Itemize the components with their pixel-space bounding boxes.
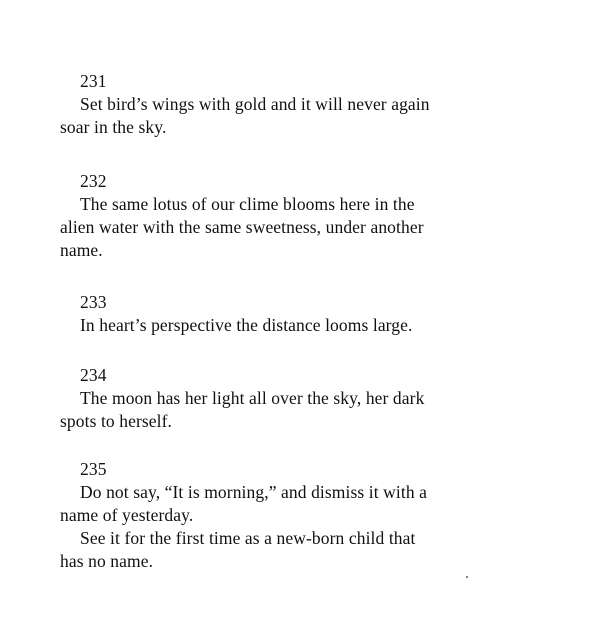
verse-235 bbox=[60, 458, 480, 573]
verse-line: alien water with the same sweetness, under another bbox=[60, 217, 424, 237]
verse-number: 231 bbox=[80, 71, 107, 91]
verse-line: The same lotus of our clime blooms here in the bbox=[80, 194, 415, 214]
scan-speck bbox=[466, 576, 468, 578]
verse-line: Set bird’s wings with gold and it will never again bbox=[80, 94, 430, 114]
verse-234 bbox=[60, 364, 480, 433]
verse-line: name of yesterday. bbox=[60, 505, 194, 525]
verse-line: soar in the sky. bbox=[60, 117, 167, 137]
verse-line: has no name. bbox=[60, 551, 154, 571]
verse-line: name. bbox=[60, 240, 103, 260]
verse-number: 233 bbox=[80, 292, 107, 312]
verse-232 bbox=[60, 170, 480, 262]
verse-line: Do not say, “It is morning,” and dismiss it with a bbox=[80, 482, 428, 502]
verse-line: spots to herself. bbox=[60, 411, 173, 431]
verse-line: In heart’s perspective the distance looms large. bbox=[80, 315, 413, 335]
verse-number: 234 bbox=[80, 365, 107, 385]
verse-line: The moon has her light all over the sky, her dark bbox=[80, 388, 425, 408]
verse-231 bbox=[60, 70, 480, 139]
verse-number: 232 bbox=[80, 171, 107, 191]
verse-line: See it for the first time as a new-born child that bbox=[80, 528, 416, 548]
verse-233 bbox=[60, 291, 480, 337]
verse-number: 235 bbox=[80, 459, 107, 479]
